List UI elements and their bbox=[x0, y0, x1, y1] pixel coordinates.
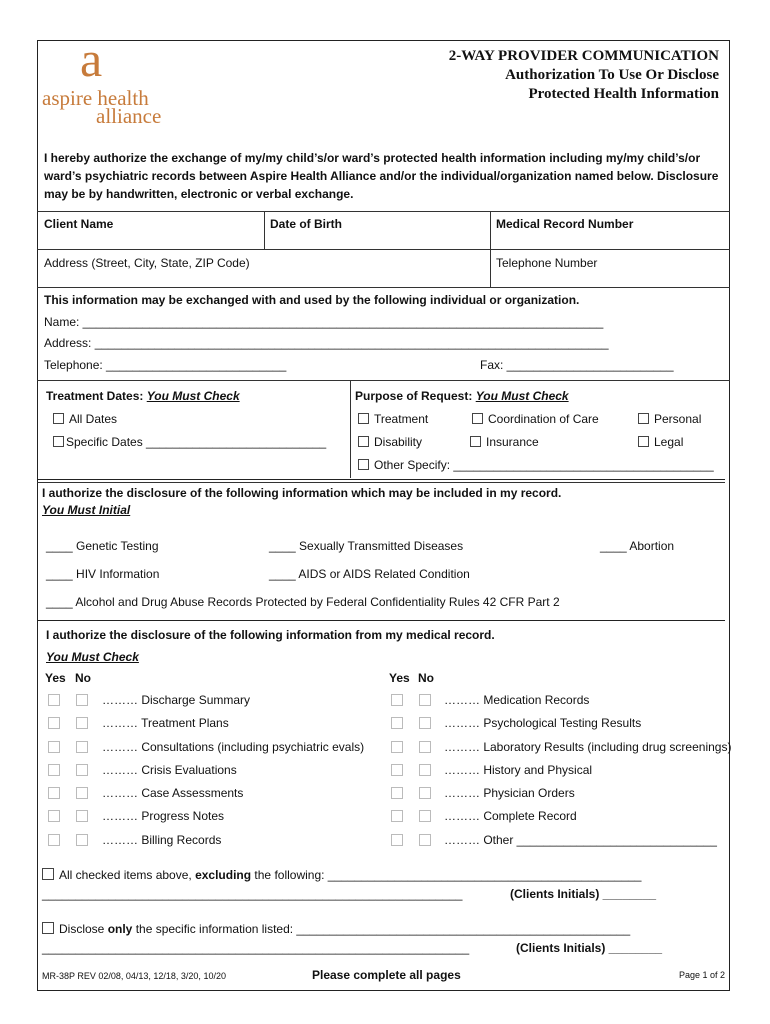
specific-dates-checkbox[interactable]: Specific Dates ___________________________ bbox=[53, 435, 326, 449]
right-yes-checkbox[interactable] bbox=[391, 787, 403, 799]
record-must-label: You Must Check bbox=[46, 650, 139, 664]
purpose-coordination-checkbox[interactable]: Coordination of Care bbox=[472, 412, 599, 426]
left-no-checkbox[interactable] bbox=[76, 787, 88, 799]
right-yes-checkbox[interactable] bbox=[391, 741, 403, 753]
intro-line-1: I hereby authorize the exchange of my/my child’s/or ward’s protected health information including my/my child’s/or bbox=[44, 151, 701, 165]
form-subtitle-2: Protected Health Information bbox=[528, 86, 719, 102]
purpose-disability-checkbox[interactable]: Disability bbox=[358, 435, 422, 449]
left-yes-checkbox[interactable] bbox=[48, 717, 60, 729]
exchange-telephone-field[interactable]: Telephone: ___________________________ bbox=[44, 358, 287, 372]
all-dates-checkbox[interactable]: All Dates bbox=[53, 412, 117, 426]
genetic-testing-initial[interactable]: ____ Genetic Testing bbox=[46, 539, 159, 553]
exchange-fax-field[interactable]: Fax: _________________________ bbox=[480, 358, 674, 372]
record-section-title: I authorize the disclosure of the following information from my medical record. bbox=[46, 628, 495, 642]
no-header-left: No bbox=[75, 671, 91, 685]
address-field[interactable]: Address (Street, City, State, ZIP Code) bbox=[44, 256, 250, 270]
dob-field[interactable]: Date of Birth bbox=[270, 217, 342, 231]
only-line-2[interactable]: ________________________________________________________________ bbox=[42, 941, 470, 955]
right-yes-checkbox[interactable] bbox=[391, 810, 403, 822]
yes-header-left: Yes bbox=[45, 671, 66, 685]
intro-line-3: may be by handwritten, electronic or verbal exchange. bbox=[44, 187, 354, 201]
yes-header-right: Yes bbox=[389, 671, 410, 685]
right-item-label: ……… History and Physical bbox=[444, 763, 593, 777]
footer-center: Please complete all pages bbox=[312, 968, 461, 982]
right-no-checkbox[interactable] bbox=[419, 694, 431, 706]
left-no-checkbox[interactable] bbox=[76, 764, 88, 776]
excluding-initials[interactable]: (Clients Initials) ________ bbox=[510, 887, 657, 901]
right-yes-checkbox[interactable] bbox=[391, 764, 403, 776]
client-name-field[interactable]: Client Name bbox=[44, 217, 114, 231]
logo-text-line1: aspire health bbox=[42, 86, 149, 110]
left-yes-checkbox[interactable] bbox=[48, 810, 60, 822]
aids-initial[interactable]: ____ AIDS or AIDS Related Condition bbox=[269, 567, 470, 581]
right-yes-checkbox[interactable] bbox=[391, 694, 403, 706]
left-yes-checkbox[interactable] bbox=[48, 834, 60, 846]
excluding-line-2[interactable]: _______________________________________________________________ bbox=[42, 887, 463, 901]
logo-mark: a bbox=[80, 31, 103, 87]
right-item-label: ……… Laboratory Results (including drug screenings) bbox=[444, 740, 732, 754]
right-item-label: ……… Physician Orders bbox=[444, 786, 575, 800]
purpose-legal-checkbox[interactable]: Legal bbox=[638, 435, 683, 449]
left-yes-checkbox[interactable] bbox=[48, 764, 60, 776]
std-initial[interactable]: ____ Sexually Transmitted Diseases bbox=[269, 539, 464, 553]
right-item-label: ……… Other ______________________________ bbox=[444, 833, 717, 847]
right-item-label: ……… Complete Record bbox=[444, 809, 577, 823]
right-no-checkbox[interactable] bbox=[419, 717, 431, 729]
logo-text-line2: alliance bbox=[96, 104, 162, 128]
left-no-checkbox[interactable] bbox=[76, 834, 88, 846]
abortion-initial[interactable]: ____ Abortion bbox=[600, 539, 675, 553]
right-item-label: ……… Medication Records bbox=[444, 693, 590, 707]
left-item-label: ……… Treatment Plans bbox=[102, 716, 229, 730]
left-item-label: ……… Consultations (including psychiatric evals) bbox=[102, 740, 365, 754]
purpose-personal-checkbox[interactable]: Personal bbox=[638, 412, 701, 426]
footer-revision: MR-38P REV 02/08, 04/13, 12/18, 3/20, 10/20 bbox=[42, 971, 226, 981]
right-no-checkbox[interactable] bbox=[419, 741, 431, 753]
right-no-checkbox[interactable] bbox=[419, 764, 431, 776]
left-item-label: ……… Discharge Summary bbox=[102, 693, 251, 707]
left-no-checkbox[interactable] bbox=[76, 741, 88, 753]
right-yes-checkbox[interactable] bbox=[391, 834, 403, 846]
purpose-label: Purpose of Request: You Must Check bbox=[355, 389, 569, 403]
left-item-label: ……… Crisis Evaluations bbox=[102, 763, 237, 777]
left-yes-checkbox[interactable] bbox=[48, 694, 60, 706]
form-subtitle-1: Authorization To Use Or Disclose bbox=[505, 67, 719, 83]
footer-page: Page 1 of 2 bbox=[679, 970, 726, 980]
alcohol-drug-initial[interactable]: ____ Alcohol and Drug Abuse Records Protected by Federal Confidentiality Rules 42 CFR Part 2 bbox=[46, 595, 560, 609]
treatment-dates-label: Treatment Dates: You Must Check bbox=[46, 389, 240, 403]
mrn-field[interactable]: Medical Record Number bbox=[496, 217, 634, 231]
exchange-address-field[interactable]: Address: _____________________________________________________________________________ bbox=[44, 336, 609, 350]
no-header-right: No bbox=[418, 671, 434, 685]
left-item-label: ……… Case Assessments bbox=[102, 786, 244, 800]
only-checkbox[interactable]: Disclose only the specific information listed: __________________________________________________ bbox=[42, 922, 630, 936]
exchange-name-field[interactable]: Name: ______________________________________________________________________________ bbox=[44, 315, 604, 329]
intro-line-2: ward’s psychiatric records between Aspire Health Alliance and/or the individual/organization named below. Disclosure bbox=[44, 169, 719, 183]
left-yes-checkbox[interactable] bbox=[48, 741, 60, 753]
right-no-checkbox[interactable] bbox=[419, 810, 431, 822]
excluding-checkbox[interactable]: All checked items above, excluding the following: _______________________________________________ bbox=[42, 868, 641, 882]
left-no-checkbox[interactable] bbox=[76, 694, 88, 706]
initial-must-label: You Must Initial bbox=[42, 503, 131, 517]
right-no-checkbox[interactable] bbox=[419, 834, 431, 846]
purpose-other-checkbox[interactable]: Other Specify: _______________________________________ bbox=[358, 458, 714, 472]
only-initials[interactable]: (Clients Initials) ________ bbox=[516, 941, 663, 955]
purpose-insurance-checkbox[interactable]: Insurance bbox=[470, 435, 539, 449]
left-item-label: ……… Billing Records bbox=[102, 833, 222, 847]
purpose-treatment-checkbox[interactable]: Treatment bbox=[358, 412, 428, 426]
left-item-label: ……… Progress Notes bbox=[102, 809, 225, 823]
right-yes-checkbox[interactable] bbox=[391, 717, 403, 729]
exchange-title: This information may be exchanged with and used by the following individual or organization. bbox=[44, 293, 580, 307]
telephone-field[interactable]: Telephone Number bbox=[496, 256, 598, 270]
left-no-checkbox[interactable] bbox=[76, 810, 88, 822]
left-no-checkbox[interactable] bbox=[76, 717, 88, 729]
right-no-checkbox[interactable] bbox=[419, 787, 431, 799]
initial-section-title: I authorize the disclosure of the following information which may be included in my record. bbox=[42, 486, 562, 500]
form-title: 2-WAY PROVIDER COMMUNICATION bbox=[448, 48, 719, 64]
left-yes-checkbox[interactable] bbox=[48, 787, 60, 799]
right-item-label: ……… Psychological Testing Results bbox=[444, 716, 642, 730]
hiv-initial[interactable]: ____ HIV Information bbox=[46, 567, 160, 581]
